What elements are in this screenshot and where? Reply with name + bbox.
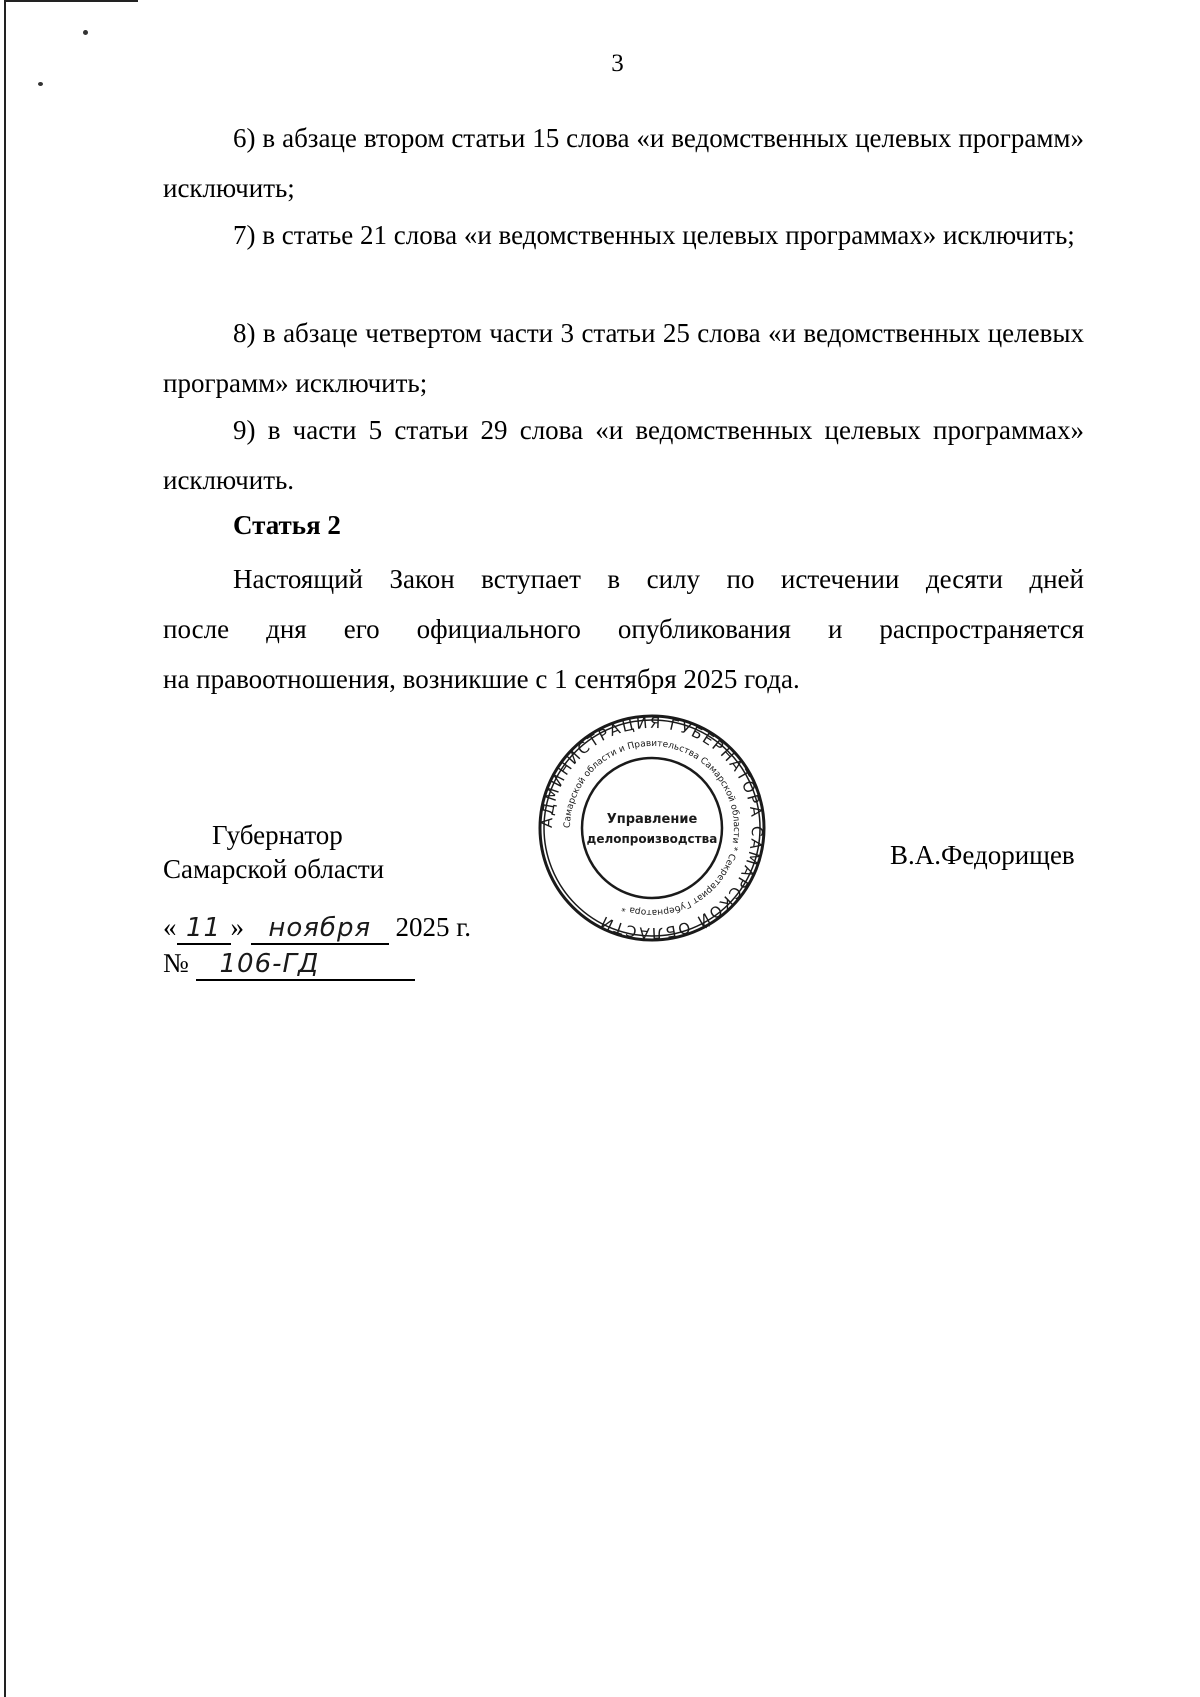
article-2-line-1: Настоящий Закон вступает в силу по истечении десяти дней	[233, 564, 1084, 594]
scan-edge-line	[4, 0, 6, 1697]
item-9: 9) в части 5 статьи 29 слова «и ведомственных целевых программах» исключить.	[163, 415, 1084, 495]
signer-name: В.А.Федорищев	[890, 840, 1075, 870]
stamp-center-line-2: делопроизводства	[586, 832, 718, 846]
official-stamp	[537, 713, 767, 943]
scan-speck	[38, 82, 43, 86]
date-close-quote: »	[230, 912, 244, 942]
date-month-handwritten: ноября	[251, 913, 389, 945]
scan-speck	[83, 30, 88, 35]
date-day-handwritten: 11	[177, 913, 231, 945]
item-7: 7) в статье 21 слова «и ведомственных целевых программах» исключить;	[233, 220, 1075, 250]
scan-top-line	[4, 0, 138, 2]
date-open-quote: «	[163, 912, 177, 942]
stamp-center-line-1: Управление	[606, 812, 698, 827]
article-2-heading: Статья 2	[233, 510, 341, 540]
date-year: 2025 г.	[395, 912, 472, 942]
governor-title: Губернатор	[212, 820, 343, 850]
article-2-line-3: на правоотношения, возникшие с 1 сентября 2025 года.	[163, 664, 800, 694]
item-6: 6) в абзаце втором статьи 15 слова «и ведомственных целевых программ» исключить;	[163, 123, 1084, 203]
stamp-middle-text: Самарской области и Правительства Самарской области * Секретариат Губернатора *	[562, 738, 742, 918]
law-number	[163, 948, 415, 981]
page-number: 3	[611, 50, 624, 77]
number-value-handwritten: 106-ГД	[196, 949, 415, 981]
article-2-line-2: после дня его официального опубликования и распространяется	[163, 614, 1084, 644]
signing-date	[163, 912, 471, 945]
number-prefix: №	[163, 948, 189, 978]
stamp-outer-text: АДМИНИСТРАЦИЯ ГУБЕРНАТОРА САМАРСКОЙ ОБЛАСТИ	[537, 713, 767, 943]
item-8: 8) в абзаце четвертом части 3 статьи 25 слова «и ведомственных целевых программ» исключить;	[163, 318, 1084, 398]
governor-region: Самарской области	[163, 854, 385, 884]
article-2-body	[163, 554, 1084, 704]
